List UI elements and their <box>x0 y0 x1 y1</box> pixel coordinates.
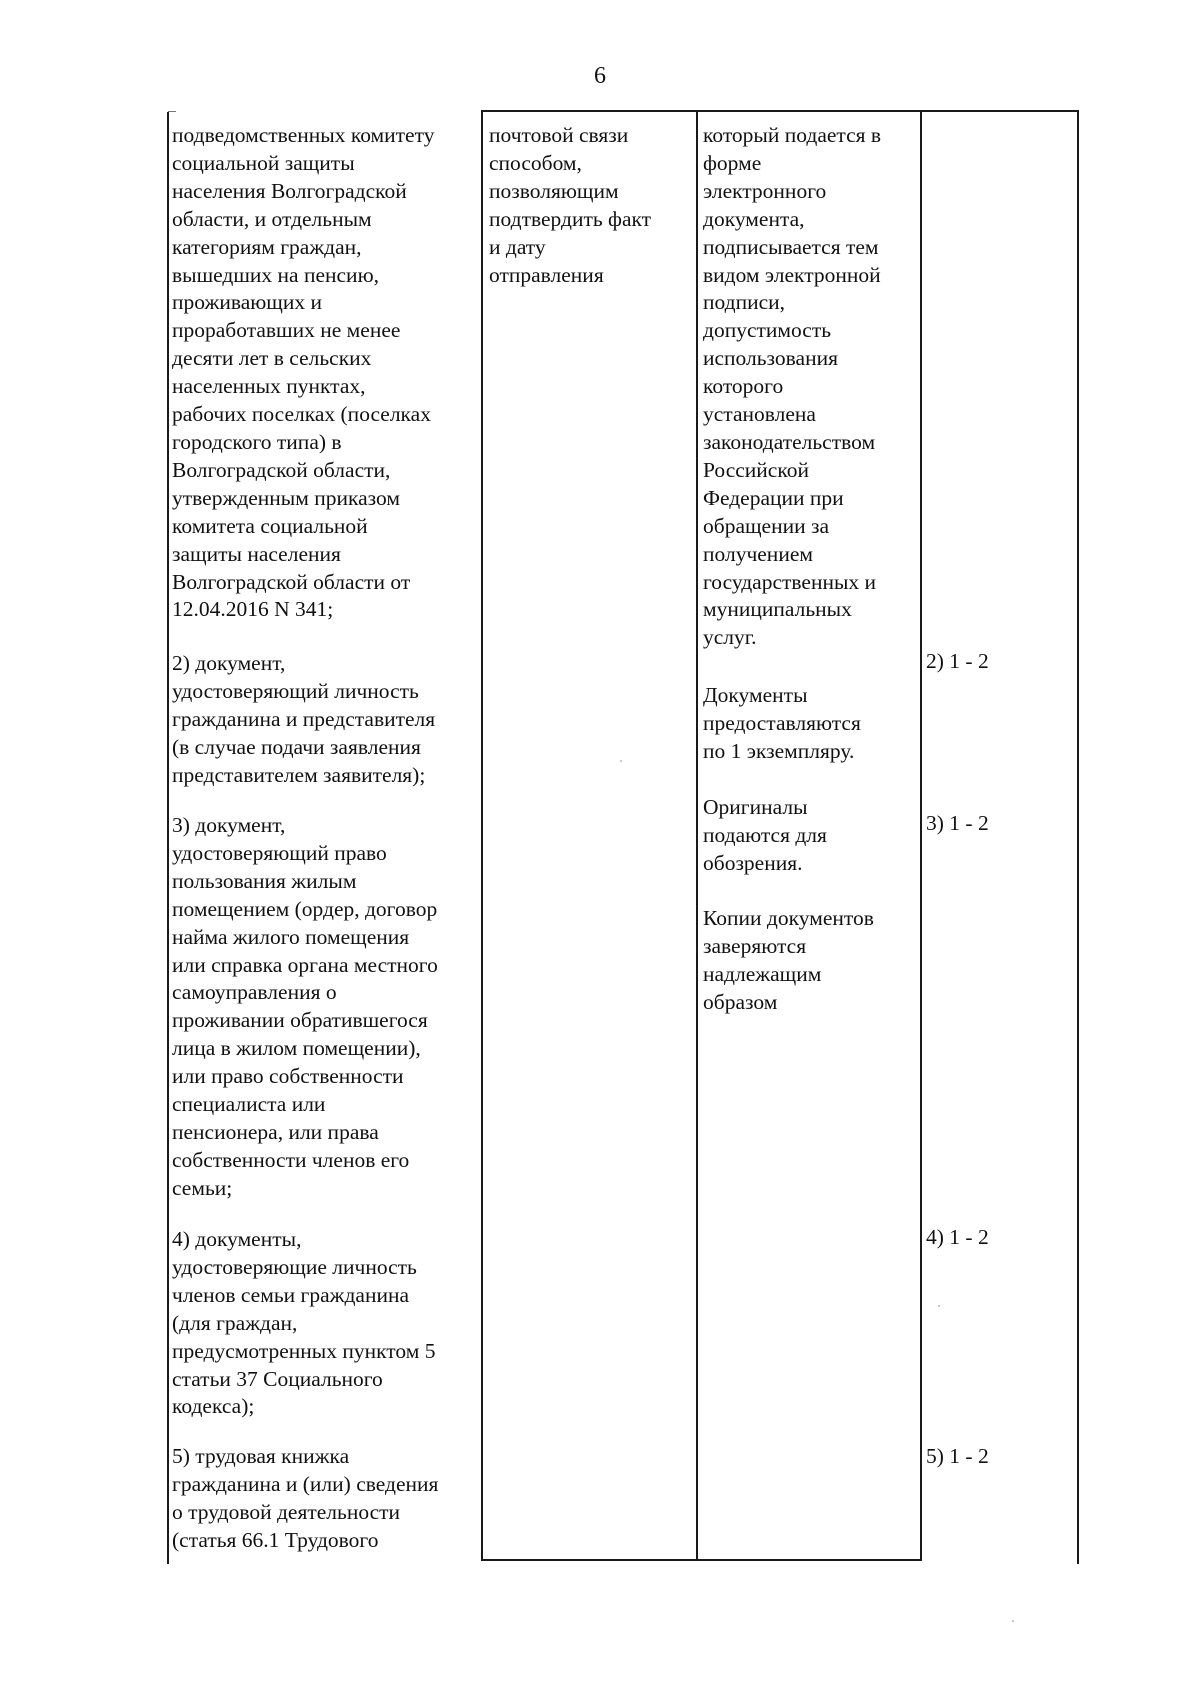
col4-item-2: 2) 1 - 2 <box>926 649 989 673</box>
column-divider-2 <box>696 110 698 1561</box>
col3-block-4-text: Копии документов заверяются надлежащим образом <box>703 906 874 1014</box>
column-divider-1 <box>481 110 483 1561</box>
inner-bottom-border <box>481 1559 922 1561</box>
col1-block-3-text: 3) документ, удостоверяющий право пользования жилым помещением (ордер, договор найма жилого помещения или справка органа местного самоуправления о проживании обратившегося лица в жилом помещении), или право собственности специалиста или пенсионера, или права собственности членов его семьи; <box>172 813 438 1200</box>
table-right-border <box>1077 110 1079 1564</box>
table-column-4 <box>926 0 1086 1468</box>
col3-block-2-text: Документы предоставляются по 1 экземпляру. <box>703 683 861 763</box>
scan-speck <box>938 1305 940 1307</box>
column-divider-3 <box>920 110 922 1561</box>
col4-item-3: 3) 1 - 2 <box>926 811 989 835</box>
table-column-3 <box>703 0 918 1014</box>
col4-item-5: 5) 1 - 2 <box>926 1444 989 1468</box>
table-left-border <box>167 112 169 1564</box>
col1-block-5-text: 5) трудовая книжка гражданина и (или) сведения о трудовой деятельности (статья 66.1 Трудового <box>172 1444 439 1552</box>
table-column-1 <box>172 0 477 1552</box>
col3-block-3-text: Оригиналы подаются для обозрения. <box>703 795 827 875</box>
col1-block-1-text: подведомственных комитету социальной защиты населения Волгоградской области, и отдельным категориям граждан, вышедших на пенсию, проживающих и проработавших не менее десяти лет в сельских населенных пунктах, рабочих поселках (поселках городского типа) в Волгоградской области, утвержденным приказом комитета социальной защиты населения Волгоградской области от 12.04.2016 N 341; <box>172 123 435 622</box>
page-number: 6 <box>594 63 606 89</box>
col4-item-4: 4) 1 - 2 <box>926 1225 989 1249</box>
scan-speck <box>620 760 622 762</box>
col1-block-2-text: 2) документ, удостоверяющий личность гражданина и представителя (в случае подачи заявления представителем заявителя); <box>172 651 436 787</box>
col3-block-1-text: который подается в форме электронного документа, подписывается тем видом электронной подписи, допустимость использования которого установлена законодательством Российской Федерации при обращении за получением государственных и муниципальных услуг. <box>703 123 882 650</box>
col2-block-1-text: почтовой связи способом, позволяющим подтвердить факт и дату отправления <box>489 123 652 287</box>
table-column-2 <box>489 0 689 287</box>
scan-speck <box>1012 1620 1014 1622</box>
col1-block-4-text: 4) документы, удостоверяющие личность членов семьи гражданина (для граждан, предусмотренных пунктом 5 статьи 37 Социального кодекса); <box>172 1227 436 1419</box>
